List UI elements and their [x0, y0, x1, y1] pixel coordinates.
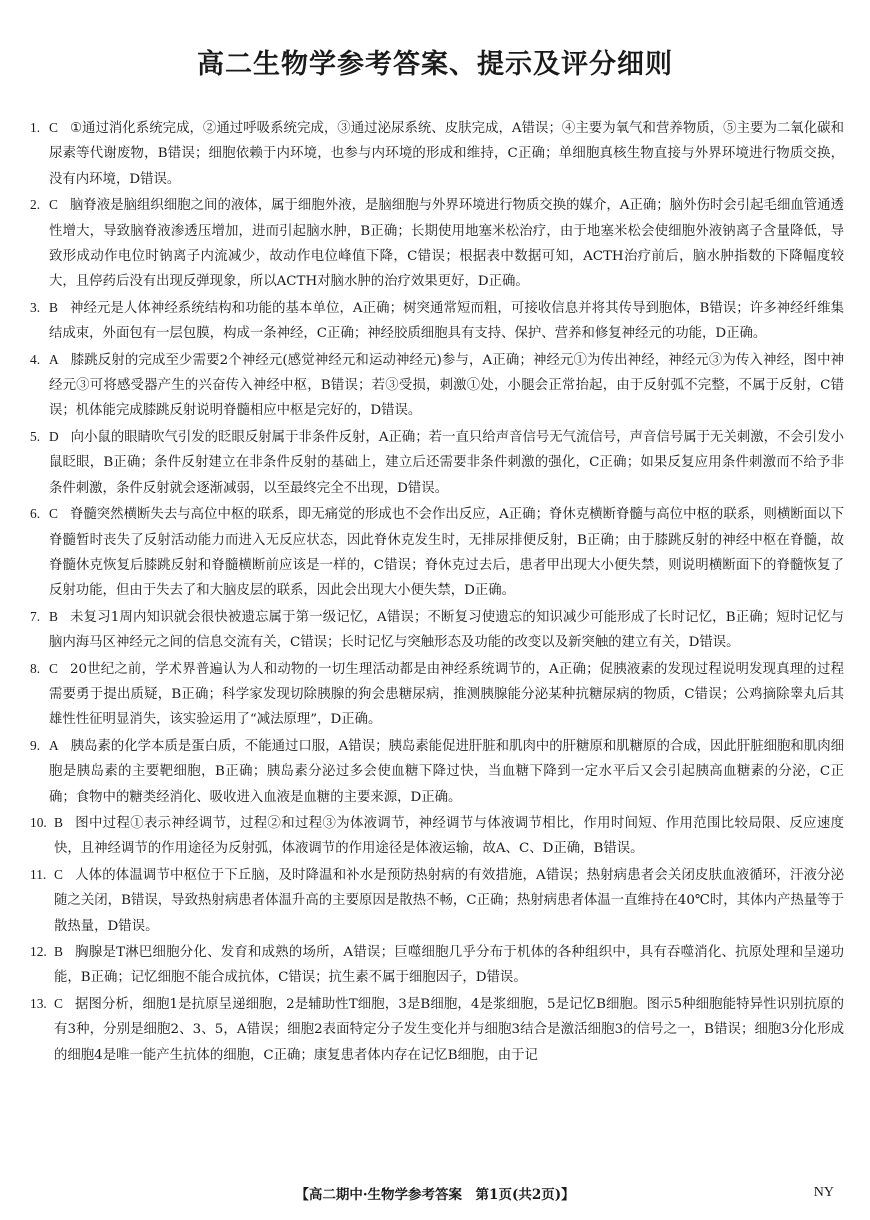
explanation-text: 20世纪之前，学术界普遍认为人和动物的一切生理活动都是由神经系统调节的，A正确；促胰液素的发现过程说明发现真理的过程需要勇于提出质疑，B正确；科学家发现切除胰腺的狗会患糖尿病，推测胰腺能分泌某种抗糖尿病的物质，C错误；公鸡摘除睾丸后其雄性性征明显消失，该实验运用了“减法原理”，D正确。 — [49, 661, 844, 728]
answer-letter: C — [49, 506, 58, 522]
answer-item — [30, 862, 844, 939]
question-number: 10. — [30, 814, 47, 830]
answer-letter: C — [49, 660, 58, 676]
explanation-text: 膝跳反射的完成至少需要2个神经元(感觉神经元和运动神经元)参与，A正确；神经元①为传出神经，神经元③为传入神经，图中神经元③可将感受器产生的兴奋传入神经中枢，B错误；若③受损，刺激①处，小腿会正常抬起，由于反射弧不完整，不属于反射，C错误；机体能完成膝跳反射说明脊髓相应中枢是完好的，D错误。 — [49, 352, 844, 419]
answer-letter: C — [49, 197, 58, 213]
answer-item — [30, 939, 844, 991]
answer-letter: B — [49, 608, 58, 624]
answer-list — [30, 115, 844, 1068]
answer-letter: C — [49, 120, 58, 135]
answer-item — [30, 733, 844, 810]
explanation-text: 未复习1周内知识就会很快被遗忘属于第一级记忆，A错误；不断复习使遗忘的知识减少可能形成了长时记忆，B正确；短时记忆与脑内海马区神经元之间的信息交流有关，C错误；长时记忆与突触形态及功能的改变以及新突触的建立有关，D错误。 — [49, 609, 844, 651]
answer-letter: C — [54, 866, 63, 882]
footer-code: NY — [813, 1185, 834, 1200]
explanation-text: 人体的体温调节中枢位于下丘脑，及时降温和补水是预防热射病的有效措施，A错误；热射病患者会关闭皮肤血液循环，汗液分泌随之关闭，B错误，导致热射病患者体温升高的主要原因是散热不畅，C正确；热射病患者体温一直维持在40℃时，其体内产热量等于散热量，D错误。 — [54, 867, 844, 934]
explanation-text: 向小鼠的眼睛吹气引发的眨眼反射属于非条件反射，A正确；若一直只给声音信号无气流信号，声音信号属于无关刺激，不会引发小鼠眨眼，B正确；条件反射建立在非条件反射的基础上，建立后还需要非条件刺激的强化，C正确；如果反复应用条件刺激而不给予非条件刺激，条件反射就会逐渐减弱，以至最终完全不出现，D错误。 — [49, 429, 844, 496]
question-number: 2. — [30, 197, 41, 213]
question-number: 4. — [30, 351, 41, 367]
answer-letter: B — [49, 299, 58, 315]
question-number: 7. — [30, 608, 41, 624]
explanation-text: 神经元是人体神经系统结构和功能的基本单位，A正确；树突通常短而粗，可接收信息并将其传导到胞体，B错误；许多神经纤维集结成束，外面包有一层包膜，构成一条神经，C正确；神经胶质细胞具有支持、保护、营养和修复神经元的功能，D正确。 — [49, 300, 844, 342]
question-number: 12. — [30, 944, 47, 959]
answer-item — [30, 501, 844, 604]
question-number: 1. — [30, 120, 41, 135]
answer-item — [30, 810, 844, 862]
question-number: 13. — [30, 995, 47, 1011]
answer-item — [30, 604, 844, 656]
answer-letter: A — [49, 351, 59, 367]
question-number: 6. — [30, 506, 41, 522]
answer-letter: C — [54, 995, 63, 1011]
question-number: 11. — [30, 866, 47, 882]
answer-letter: D — [49, 428, 59, 444]
question-number: 9. — [30, 737, 41, 753]
question-number: 8. — [30, 660, 41, 676]
answer-letter: B — [54, 944, 63, 959]
answer-item — [30, 656, 844, 733]
explanation-text: 胰岛素的化学本质是蛋白质，不能通过口服，A错误；胰岛素能促进肝脏和肌肉中的肝糖原和肌糖原的合成，因此肝脏细胞和肌肉细胞是胰岛素的主要靶细胞，B正确；胰岛素分泌过多会使血糖下降过快，当血糖下降到一定水平后又会引起胰高血糖素的分泌，C正确；食物中的糖类经消化、吸收进入血液是血糖的主要来源，D正确。 — [49, 738, 844, 805]
answer-item — [30, 295, 844, 347]
answer-item — [30, 115, 844, 192]
question-number: 3. — [30, 299, 41, 315]
explanation-text: ①通过消化系统完成，②通过呼吸系统完成，③通过泌尿系统、皮肤完成，A错误；④主要为氧气和营养物质，⑤主要为二氧化碳和尿素等代谢废物，B错误；细胞依赖于内环境，也参与内环境的形成和维持，C正确；单细胞真核生物直接与外界环境进行物质交换，没有内环境，D错误。 — [49, 121, 844, 187]
explanation-text: 脑脊液是脑组织细胞之间的液体，属于细胞外液，是脑细胞与外界环境进行物质交换的媒介，A正确；脑外伤时会引起毛细血管通透性增大，导致脑脊液渗透压增加，进而引起脑水肿，B正确；长期使用地塞米松治疗，由于地塞米松会使细胞外液钠离子含量降低，导致形成动作电位时钠离子内流减少，故动作电位峰值下降，C错误；根据表中数据可知，ACTH治疗前后，脑水肿指数的下降幅度较大，且停药后没有出现反弹现象，所以ACTH对脑水肿的治疗效果更好，D正确。 — [49, 198, 844, 290]
answer-item — [30, 991, 844, 1068]
explanation-text: 脊髓突然横断失去与高位中枢的联系，即无痛觉的形成也不会作出反应，A正确；脊休克横断脊髓与高位中枢的联系，则横断面以下脊髓暂时丧失了反射活动能力而进入无反应状态，因此脊休克发生时，无排尿排便反射，B正确；由于膝跳反射的神经中枢在脊髓，故脊髓休克恢复后膝跳反射和脊髓横断前应该是一样的，C错误；脊休克过去后，患者甲出现大小便失禁，则说明横断面下的脊髓恢复了反射功能，但由于失去了和大脑皮层的联系，因此会出现大小便失禁，D正确。 — [49, 507, 844, 599]
answer-item — [30, 347, 844, 424]
explanation-text: 图中过程①表示神经调节，过程②和过程③为体液调节，神经调节与体液调节相比，作用时间短、作用范围比较局限、反应速度快，且神经调节的作用途径为反射弧，体液调节的作用途径是体液运输，故A、C、D正确，B错误。 — [54, 815, 844, 857]
answer-letter: A — [49, 737, 59, 753]
answer-letter: B — [54, 814, 63, 830]
question-number: 5. — [30, 428, 41, 444]
answer-item — [30, 192, 844, 295]
page-footer: 【高二期中·生物学参考答案 第1页(共2页)】 — [295, 1187, 575, 1203]
explanation-text: 胸腺是T淋巴细胞分化、发育和成熟的场所，A错误；巨噬细胞几乎分布于机体的各种组织中，具有吞噬消化、抗原处理和呈递功能，B正确；记忆细胞不能合成抗体，C错误；抗生素不属于细胞因子，D错误。 — [54, 945, 844, 986]
explanation-text: 据图分析，细胞1是抗原呈递细胞，2是辅助性T细胞，3是B细胞，4是浆细胞，5是记忆B细胞。图示5种细胞能特异性识别抗原的有3种，分别是细胞2、3、5，A错误；细胞2表面特定分子发生变化并与细胞3结合是激活细胞3的信号之一，B错误；细胞3分化形成的细胞4是唯一能产生抗体的细胞，C正确；康复患者体内存在记忆B细胞，由于记 — [54, 996, 844, 1063]
answer-item — [30, 424, 844, 501]
page-title: 高二生物学参考答案、提示及评分细则 — [197, 49, 673, 80]
